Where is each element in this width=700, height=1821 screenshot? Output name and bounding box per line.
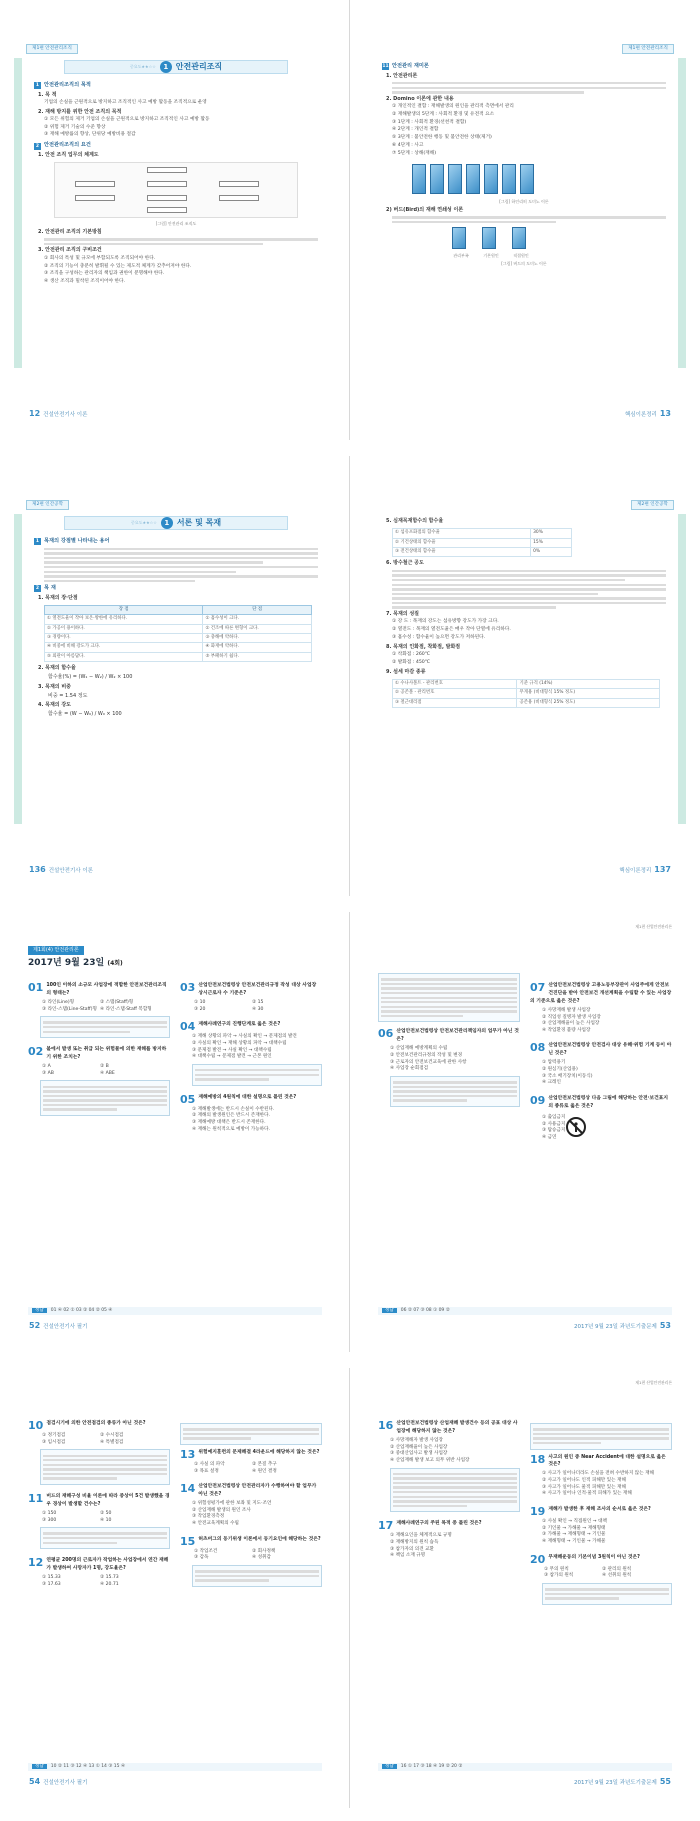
chapter-title: 중요도★★☆☆ 1 서론 및 목재 (64, 516, 288, 530)
spread-4 (0, 1368, 700, 1808)
domino-figure (412, 164, 666, 197)
body-text: ⑥ 4단계 : 사고 (392, 143, 424, 149)
question: 05 재해예방의 4원칙에 대한 설명으로 틀린 것은? ① 재해발생에는 반드시 손실이 수반된다. ② 재해의 발생원인은 반드시 존재한다. ③ 재해예방 대책은 반드시 존재한다. ④ 재해는 원칙적으로 예방이 가능하다. (180, 1092, 297, 1132)
question: 07 산업안전보건법령상 고용노동부장관이 사업주에게 안전보건진단을 받아 안전보건 개선계획을 수립할 수 있는 사업장의 기준으로 옳은 것은? ① 사망재해 발생 사업장 ② 직업성 질병자 발생 사업장 ③ 산업재해율이 높은 사업장 ④ 작업환경 불량 사업장 (530, 981, 672, 1033)
page-footer: 핵심이론정리 13 (624, 409, 671, 418)
question-column (530, 1420, 672, 1613)
subheading: 5. 심재목재함수의 함수율 (386, 518, 444, 524)
subheading: 1. 안전 조직 업무의 체계도 (38, 151, 99, 158)
question: 06 산업안전보건법령상 안전보건관리책임자의 업무가 아닌 것은? ① 산업재해 예방계획의 수립 ② 안전보건관리규정의 작성 및 변경 ③ 근로자의 안전보건교육에 관한 사항 ④ 사업장 순회점검 (378, 1028, 520, 1107)
section-heading: 2 안전관리조직의 요건 (35, 142, 91, 149)
question-column (28, 1420, 170, 1596)
question: 08 산업안전보건법령상 안전검사 대상 유해·위험 기계 등이 아닌 것은? ① 압력용기 ② 원심기(산업용) ③ 국소 배기장치(이동식) ④ 크레인 (530, 1041, 672, 1086)
question: 03 산업안전보건법령상 안전보건관리규정 작성 대상 사업장 상시근로자 수 기준은? ① 10 ② 15③ 20 ④ 30 (180, 981, 317, 1012)
pros-cons-table: 장 점 단 점 ① 열전도율이 작아 보온·방한에 유리하다. ① 흡수성이 크다. ② 가공이 용이하다. ② 건조에 따른 변형이 크다. ③ 경량이다. ③ 충해에 약하다. ④ 비중에 비해 강도가 크다. ④ 화재에 약하다. ⑤ 외관이 아름답다. ⑤ 부패하기 쉽다. (44, 605, 312, 662)
question: 09 산업안전보건법령상 다음 그림에 해당하는 안전·보건표지의 종류로 옳은 것은? ① 출입금지 ② 사용금지 ③ 탑승금지 ④ 금연 (530, 1094, 669, 1140)
section-heading: 1 목재의 강점별 나타내는 용어 (35, 538, 110, 545)
page-footer: 핵심이론정리 137 (619, 865, 671, 874)
question: 15 허츠버그의 동기위생 이론에서 동기요인에 해당하는 것은? ① 작업조건 ② 회사정책③ 감독 ④ 성취감 (180, 1536, 322, 1587)
page-137 (350, 456, 700, 896)
question-column (180, 1420, 322, 1595)
body-text: ⑦ 5단계 : 상해(재해) (392, 150, 437, 156)
formula: 함수율 = (W − W₀) / W₀ × 100 (48, 711, 122, 718)
question-column (378, 1420, 520, 1568)
question: 01 100인 이하의 소규모 사업장에 적합한 안전보건관리조직의 형태는? ① 라인(Line)형 ② 스탭(Staff)형③ 라인-스탭(Line-Staff)형 ④ 라인·스탭·Staff 복합형 (28, 982, 170, 1038)
body-text: ③ 조직을 구성하는 관리자의 책임과 권한이 분명해야 한다. (44, 271, 165, 277)
subheading: 2. 재해 방지를 위한 안전 조직의 목적 (38, 108, 122, 115)
page-54 (0, 1368, 350, 1808)
question: 14 산업안전보건법령상 안전관리자가 수행하여야 할 업무가 아닌 것은? ① 위험성평가에 관한 보좌 및 지도·조언 ② 산업재해 발생의 원인 조사 ③ 작업환경측정 ④ 안전교육계획의 수립 (180, 1482, 317, 1527)
prohibition-sign-icon (565, 1116, 587, 1138)
answer-key: 정답 16 ① 17 ③ 18 ④ 19 ② 20 ② (378, 1763, 672, 1771)
figure-caption: [그림] 버드의 도미노 이론 (501, 261, 547, 267)
side-bar (14, 514, 22, 824)
question-column (378, 970, 520, 1115)
question: 11 버드의 재해구성 비율 이론에 따라 중상이 5건 발생했을 경우 경상이 발생할 건수는? ① 150 ② 50③ 300 ④ 10 (28, 1493, 170, 1549)
moisture-table: ① 섬유포화점의 함수율 30% ② 기건상태의 함수율 15% ③ 전건상태의 함수율 0% (392, 528, 572, 557)
answer-key: 정답 06 ② 07 ③ 08 ① 09 ② (378, 1307, 672, 1315)
page-footer: 136 건설안전기사 이론 (29, 865, 93, 874)
section-heading: 1 안전관리조직의 목적 (35, 82, 91, 89)
exam-banner: 제1회(4) 안전관리론 2017년 9월 23일 (4회) (28, 946, 158, 970)
subheading: 3. 목재의 비중 (38, 683, 72, 690)
body-text: ③ 흡수성 : 함수율이 높으면 강도가 저하된다. (392, 634, 486, 640)
subheading: 2) 버드(Bird)의 재해 연쇄성 이론 (386, 206, 464, 213)
question-column (530, 982, 672, 1150)
question: 16 산업안전보건법령상 산업재해 발생건수 등의 공표 대상 사업장에 해당하지 않는 것은? ① 사망재해자 발생 사업장 ② 산업재해율이 높은 사업장 ③ 중대산업사고 발생 사업장 ④ 산업재해 발생 보고 의무 위반 사업장 (378, 1420, 520, 1512)
answer-key: 정답 10 ② 11 ③ 12 ④ 13 ① 14 ③ 15 ④ (28, 1763, 322, 1771)
answer-key: 정답 01 ④ 02 ① 03 ② 04 ② 05 ④ (28, 1307, 322, 1315)
bird-figure: 관리부족 기본원인 직접원인 (452, 227, 666, 260)
body-text: ⑤ 3단계 : 불안전한 행동 및 불안전한 상태(제거) (392, 135, 492, 141)
finish-table: ① 수나사볼트 - 관리번호 기준 규격 (14%) ② 공존볼 - 관리번호 무게용 (비대형식 15% 정도) ③ 철근대리점 공존용 (비대형식 25% 정도) (392, 679, 660, 708)
spread-2 (0, 456, 700, 896)
subheading: 9. 섬세 마감 종류 (386, 668, 426, 675)
body-text: ② 재해발생의 5단계 : 사회적 환경 및 유전적 요소 (392, 111, 495, 117)
question: 12 연평균 200명의 근로자가 작업하는 사업장에서 연간 재해가 발생하여 사망자가 1명, 강도율은? ① 15.33 ② 15.73③ 17.63 ④ 20.71 (28, 1556, 169, 1587)
body-text: ① 강 도 : 목재의 강도는 섬유방향 강도가 가장 크다. (392, 619, 499, 625)
body-text: ④ 생산 조직과 밀착된 조직이어야 한다. (44, 279, 126, 285)
chapter-title: 중요도★★☆☆ 1 안전관리조직 (64, 60, 288, 74)
body-text: ② 조직의 기능이 충분히 발휘될 수 있는 제도적 체계가 갖추어져야 한다. (44, 263, 192, 269)
page-footer: 2017년 9월 23일 과년도기출문제 55 (573, 1777, 671, 1786)
subheading: 6. 방수철근 공도 (386, 560, 424, 567)
section-heading: 2 목 재 (35, 585, 56, 592)
header-tab: 제1편 안전관리조직 (622, 44, 674, 54)
page-footer: 52 건설안전기사 필기 (29, 1321, 88, 1330)
page-footer: 12 건설안전기사 이론 (29, 409, 88, 418)
question-column (28, 982, 170, 1124)
spread-3 (0, 912, 700, 1352)
org-chart-diagram (54, 162, 298, 218)
body-text: ③ 1단계 : 사회적 환경(선천적 결함) (392, 119, 467, 125)
header-tab: 제2편 인간공학 (26, 500, 69, 510)
subheading: 7. 목재의 성질 (386, 611, 420, 618)
running-header: 제1편 산업안전관리론 (635, 924, 672, 929)
page-55 (350, 1368, 700, 1808)
side-bar (678, 58, 686, 368)
question: 02 불에서 발생 또는 취급 되는 위험물에 의한 재해를 방지하기 위한 조치는? ① A ② B③ AB ④ ABE (28, 1046, 170, 1116)
page-52 (0, 912, 350, 1352)
subheading: 2. Domino 이론에 관한 내용 (386, 95, 454, 102)
subheading: 2. 안전관리 조직의 기본방침 (38, 228, 102, 235)
page-53 (350, 912, 700, 1352)
running-header: 제1편 산업안전관리론 (635, 1380, 672, 1385)
body-text: 기업의 손실을 근원적으로 방지하고 조직적인 사고 예방 활동을 조직적으로 운영 (44, 99, 207, 105)
body-text: ② 위험 제거 기술의 수준 향상 (44, 124, 106, 130)
body-text: ① 개인적인 결함 : 재해발생의 원인을 관리적 측면에서 관리 (392, 103, 514, 109)
question: 04 재해사례연구의 진행단계로 옳은 것은? ① 재해 상황의 파악 → 사실의 확인 → 문제점의 발견 ② 사실의 확인 → 재해 상황의 파악 → 대책수립 ③ 문제점 발견 → 사실 확인 → 대책수립 ④ 대책수립 → 문제점 발견 → 근본 원인 (180, 1021, 322, 1086)
page-12 (0, 0, 350, 440)
question: 13 위험예지훈련의 문제해결 4라운드에 해당하지 않는 것은? ① 사실 의 파악 ② 본질 추구③ 목표 설정 ④ 원인 결정 (180, 1447, 320, 1474)
spread-1 (0, 0, 700, 440)
body-text: ④ 2단계 : 개인적 결함 (392, 127, 439, 133)
figure-caption: [그림] 하인리히 도미노 이론 (499, 198, 549, 204)
side-bar (14, 58, 22, 368)
page-footer: 2017년 9월 23일 과년도기출문제 53 (573, 1321, 671, 1330)
question: 10 점검시기에 의한 안전점검의 종류가 아닌 것은? ① 정기점검 ② 수시점검③ 임시점검 ④ 특별점검 (28, 1420, 170, 1485)
question-column (180, 982, 322, 1141)
body-text: ② 열전도 : 목재의 열전도율은 매우 작아 단열에 유리하다. (392, 627, 511, 633)
question: 18 사고의 원인 중 Near Accident에 대한 설명으로 옳은 것은? ① 사고가 일어나더라도 손실을 전혀 수반하지 않는 재해 ② 사고가 일어나도 인적 피해만 있는 재해 ③ 사고가 일어나도 물적 피해만 있는 재해 ④ 사고가 일어나 인적·물적 피해가 있는 재해 (530, 1452, 666, 1497)
subheading: 1. 목재의 장·단점 (38, 594, 78, 601)
body-text: ③ 재해 예방률의 향상, 단위당 예방비용 절감 (44, 132, 136, 138)
page-136 (0, 456, 350, 896)
body-text: ① 착화점 : 260℃ (392, 651, 431, 657)
subheading: 4. 목재의 강도 (38, 702, 72, 709)
side-bar (678, 514, 686, 824)
body-text: ① 회사의 특성 및 규모에 부합되도록 조직되어야 한다. (44, 255, 156, 261)
subheading: 1. 목 적 (38, 91, 57, 98)
page-footer: 54 건설안전기사 필기 (29, 1777, 88, 1786)
formula: 비중 = 1.54 정도 (48, 692, 88, 699)
section-heading: 11 안전관리 재미론 (382, 63, 429, 70)
subheading: 1. 안전관리론 (386, 72, 418, 79)
subheading: 8. 목재의 인화점, 착화점, 발화점 (386, 643, 461, 650)
exam-date: 2017년 9월 23일 (4회) (28, 958, 123, 969)
body-text: ② 발화점 : 450℃ (392, 659, 431, 665)
body-text: ① 모든 위험의 제거 기업의 손실을 근원적으로 방지하고 조직적인 사고 예방 활동 (44, 116, 210, 122)
formula: 함수율(%) = (W₁ − W₂) / W₂ × 100 (48, 674, 133, 681)
question: 20 무재해운동의 기본이념 3원칙이 아닌 것은? ① 무의 원칙 ② 관리의 원칙③ 참가의 원칙 ④ 선취의 원칙 (530, 1554, 672, 1605)
header-tab: 제2편 인간공학 (631, 500, 674, 510)
figure-caption: [그림] 안전관리 조직도 (155, 221, 197, 227)
page-13 (350, 0, 700, 440)
subheading: 2. 목재의 함수율 (38, 665, 76, 672)
header-tab: 제1편 안전관리조직 (26, 44, 78, 54)
question: 19 재해가 발생한 후 재해 조사의 순서로 옳은 것은? ① 사실 확인 → 직접원인 → 대책 ② 기인물 → 가해물 → 재해형태 ③ 가해물 → 재해형태 → 기인물 ④ 재해형태 → 기인물 → 가해물 (530, 1505, 651, 1544)
question: 17 재해사례연구의 주된 목적 중 틀린 것은? ① 재해요인을 체계적으로 규명 ② 재해방지의 원칙 습득 ③ 참가자의 의견 교환 ④ 책임 소재 규명 (378, 1519, 482, 1559)
subheading: 3. 안전관리 조직의 구비조건 (38, 247, 102, 254)
